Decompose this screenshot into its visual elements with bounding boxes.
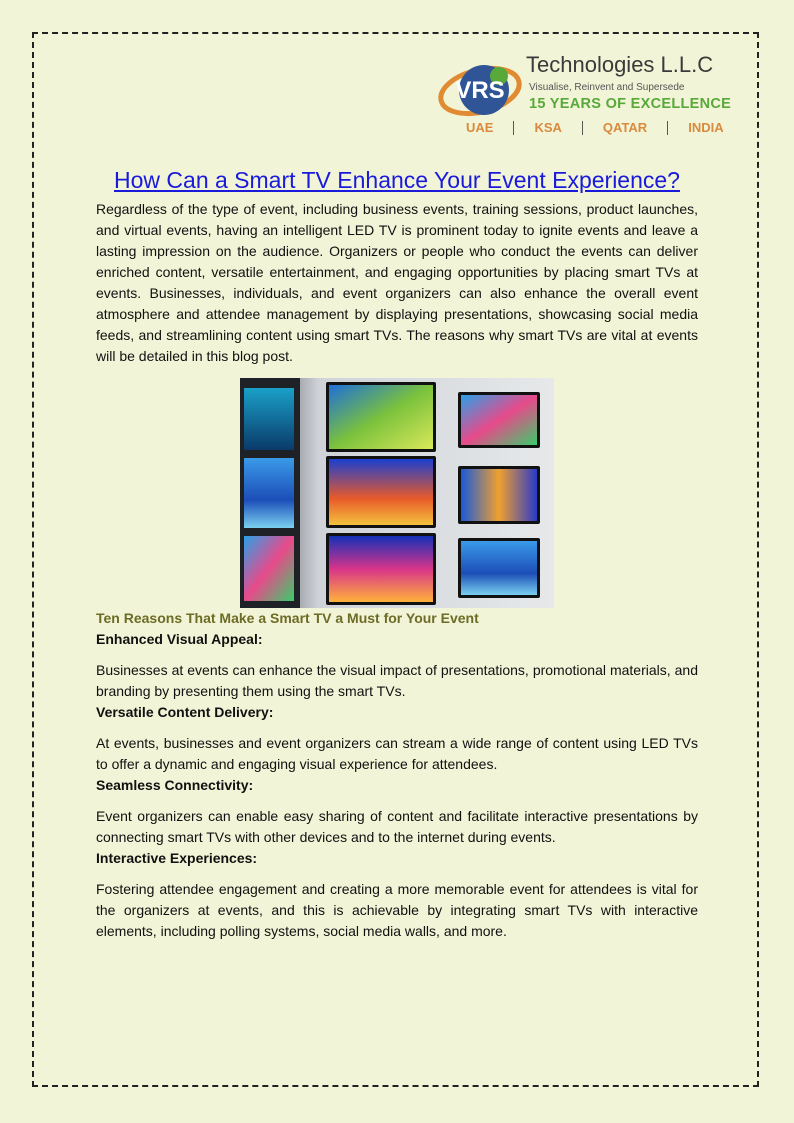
region-ksa: KSA: [534, 120, 562, 135]
region-qatar: QATAR: [602, 120, 648, 135]
section-heading: Ten Reasons That Make a Smart TV a Must for Your Event: [96, 610, 479, 626]
company-logo: [436, 50, 746, 145]
point-heading-interactive: Interactive Experiences:: [96, 850, 258, 866]
point-body-connectivity: Event organizers can enable easy sharing of content and facilitate interactive presentations by connecting smart TVs with other devices and to the internet during events.: [96, 808, 698, 845]
smart-tv-wall-image: [240, 378, 554, 608]
article-title[interactable]: How Can a Smart TV Enhance Your Event Experience?: [114, 167, 680, 193]
point-body-content-delivery: At events, businesses and event organizers can stream a wide range of content using LED TVs to offer a dynamic and engaging visual experience for attendees.: [96, 735, 698, 772]
company-tagline: Visualise, Reinvent and Supersede: [529, 82, 685, 93]
company-name: Technologies L.L.C: [526, 52, 714, 77]
point-heading-connectivity: Seamless Connectivity:: [96, 777, 254, 793]
article-body: [96, 199, 698, 942]
region-india: INDIA: [688, 120, 724, 135]
years-badge: 15 YEARS OF EXCELLENCE: [529, 96, 732, 112]
region-list: [458, 120, 744, 135]
vrs-logo-icon: [436, 54, 524, 124]
intro-paragraph: Regardless of the type of event, including business events, training sessions, product launches, and virtual events, having an intelligent LED TV is prominent today to ignite events and leave a lasting impression on the audience. Organizers or people who conduct the events can deliver enriched content, versatile entertainment, and engaging opportunities by placing smart TVs at events. Businesses, individuals, and event organizers can also enhance the overall event atmosphere and attendee management by displaying presentations, showcasing social media feeds, and streamlining content using smart TVs. The reasons why smart TVs are vital at events will be detailed in this blog post.: [96, 201, 698, 364]
point-body-visual-appeal: Businesses at events can enhance the visual impact of presentations, promotional materials, and branding by presenting them using the smart TVs.: [96, 662, 698, 699]
point-heading-visual-appeal: Enhanced Visual Appeal:: [96, 631, 263, 647]
point-body-interactive: Fostering attendee engagement and creating a more memorable event for attendees is vital for the organizers at events, and this is achievable by integrating smart TVs with interactive elements, including polling systems, social media walls, and more.: [96, 881, 698, 939]
logo-mark-text: VRS: [455, 77, 505, 104]
point-heading-content-delivery: Versatile Content Delivery:: [96, 704, 274, 720]
region-uae: UAE: [466, 120, 494, 135]
